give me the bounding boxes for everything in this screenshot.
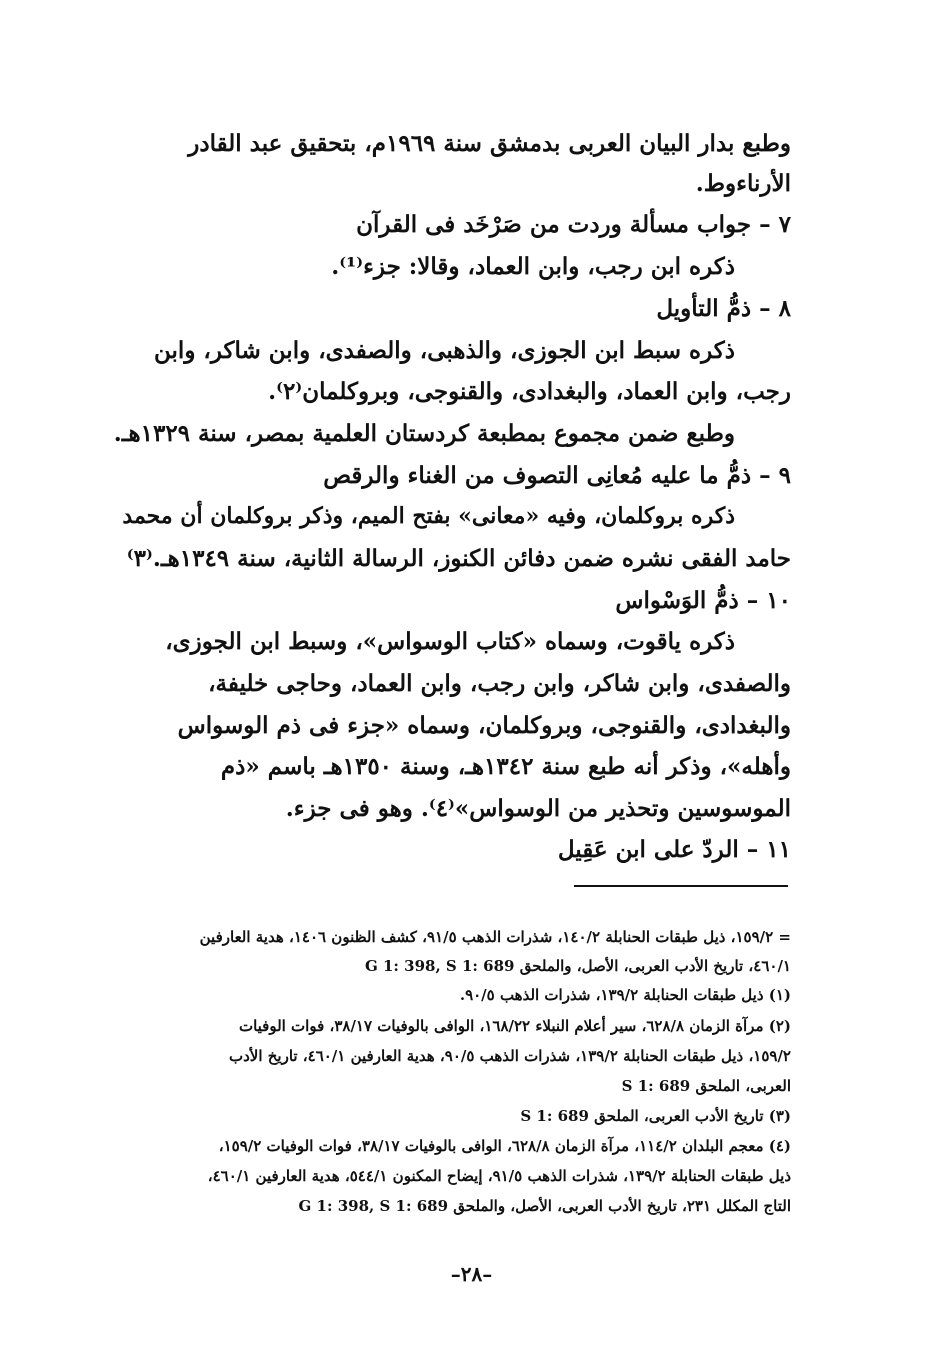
item-heading: ١١ – الردّ على ابن عَقِيل: [557, 836, 791, 863]
body-line: والبغدادى، والقنوجى، وبروكلمان، وسماه «جزء فى ذم الوسواس: [177, 712, 791, 739]
body-line: الأرناءوط.: [695, 170, 791, 197]
footnote-line: التاج المكلل ٢٣١، تاريخ الأدب العربى، الأصل، والملحق G 1: 398, S 1: 689: [298, 1197, 791, 1215]
body-line: ذكره ابن رجب، وابن العماد، وقالا: جزء⁽¹⁾.: [331, 253, 735, 280]
footnote-line: ذيل طبقات الحنابلة ١٣٩/٢، شذرات الذهب ٩١/٥، إيضاح المكنون ٥٤٤/١، هدية العارفين ٤٦٠/١،: [207, 1167, 791, 1185]
body-line: رجب، وابن العماد، والبغدادى، والقنوجى، وبروكلمان⁽٢⁾.: [268, 378, 791, 405]
footnote-line: (٤) معجم البلدان ١١٤/٢، مرآة الزمان ٦٢٨/٨، الوافى بالوفيات ٣٨/١٧، فوات الوفيات ١٥٩/٢،: [218, 1137, 791, 1155]
footnote-line: ٤٦٠/١، تاريخ الأدب العربى، الأصل، والملحق G 1: 398, S 1: 689: [364, 957, 791, 975]
body-line: ذكره بروكلمان، وفيه «معانى» بفتح الميم، وذكر بروكلمان أن محمد: [122, 503, 735, 529]
footnote-line: (٢) مرآة الزمان ٦٢٨/٨، سير أعلام النبلاء ١٦٨/٢٢، الوافى بالوفيات ٣٨/١٧، فوات الوفيات: [238, 1017, 791, 1035]
item-heading: ١٠ – ذمُّ الوَسْواس: [615, 587, 791, 614]
page-number: –٢٨–: [450, 1262, 493, 1286]
body-line: وطبع بدار البيان العربى بدمشق سنة ١٩٦٩م، بتحقيق عبد القادر: [188, 130, 791, 157]
footnote-separator: [574, 885, 788, 887]
body-line: وأهله»، وذكر أنه طبع سنة ١٣٤٢هـ، وسنة ١٣٥٠هـ باسم «ذم: [220, 753, 791, 780]
body-line: والصفدى، وابن شاكر، وابن رجب، وابن العماد، وحاجى خليفة،: [208, 670, 791, 697]
footnote-line: العربى، الملحق S 1: 689: [621, 1077, 791, 1095]
footnote-line: (٣) تاريخ الأدب العربى، الملحق S 1: 689: [520, 1107, 791, 1125]
item-heading: ٨ – ذمُّ التأويل: [656, 295, 791, 322]
item-heading: ٩ – ذمُّ ما عليه مُعانِى التصوف من الغناء والرقص: [323, 462, 791, 489]
item-heading: ٧ – جواب مسألة وردت من صَرْخَد فى القرآن: [356, 211, 791, 238]
body-line: الموسوسين وتحذير من الوسواس»⁽٤⁾. وهو فى جزء.: [285, 795, 791, 822]
footnote-line: = ١٥٩/٢، ذيل طبقات الحنابلة ١٤٠/٢، شذرات الذهب ٩١/٥، كشف الظنون ١٤٠٦، هدية العارفين: [199, 928, 791, 946]
body-line: ذكره ياقوت، وسماه «كتاب الوسواس»، وسبط ابن الجوزى،: [165, 628, 735, 655]
body-line: ذكره سبط ابن الجوزى، والذهبى، والصفدى، وابن شاكر، وابن: [154, 337, 735, 364]
body-line: حامد الفقى نشره ضمن دفائن الكنوز، الرسالة الثانية، سنة ١٣٤٩هـ.⁽٣⁾: [126, 545, 791, 572]
footnote-line: (١) ذيل طبقات الحنابلة ١٣٩/٢، شذرات الذهب ٩٠/٥.: [459, 986, 791, 1004]
body-line: وطبع ضمن مجموع بمطبعة كردستان العلمية بمصر، سنة ١٣٢٩هـ.: [113, 420, 735, 447]
footnote-line: ١٥٩/٢، ذيل طبقات الحنابلة ١٣٩/٢، شذرات الذهب ٩٠/٥، هدية العارفين ٤٦٠/١، تاريخ الأدب: [228, 1047, 791, 1065]
